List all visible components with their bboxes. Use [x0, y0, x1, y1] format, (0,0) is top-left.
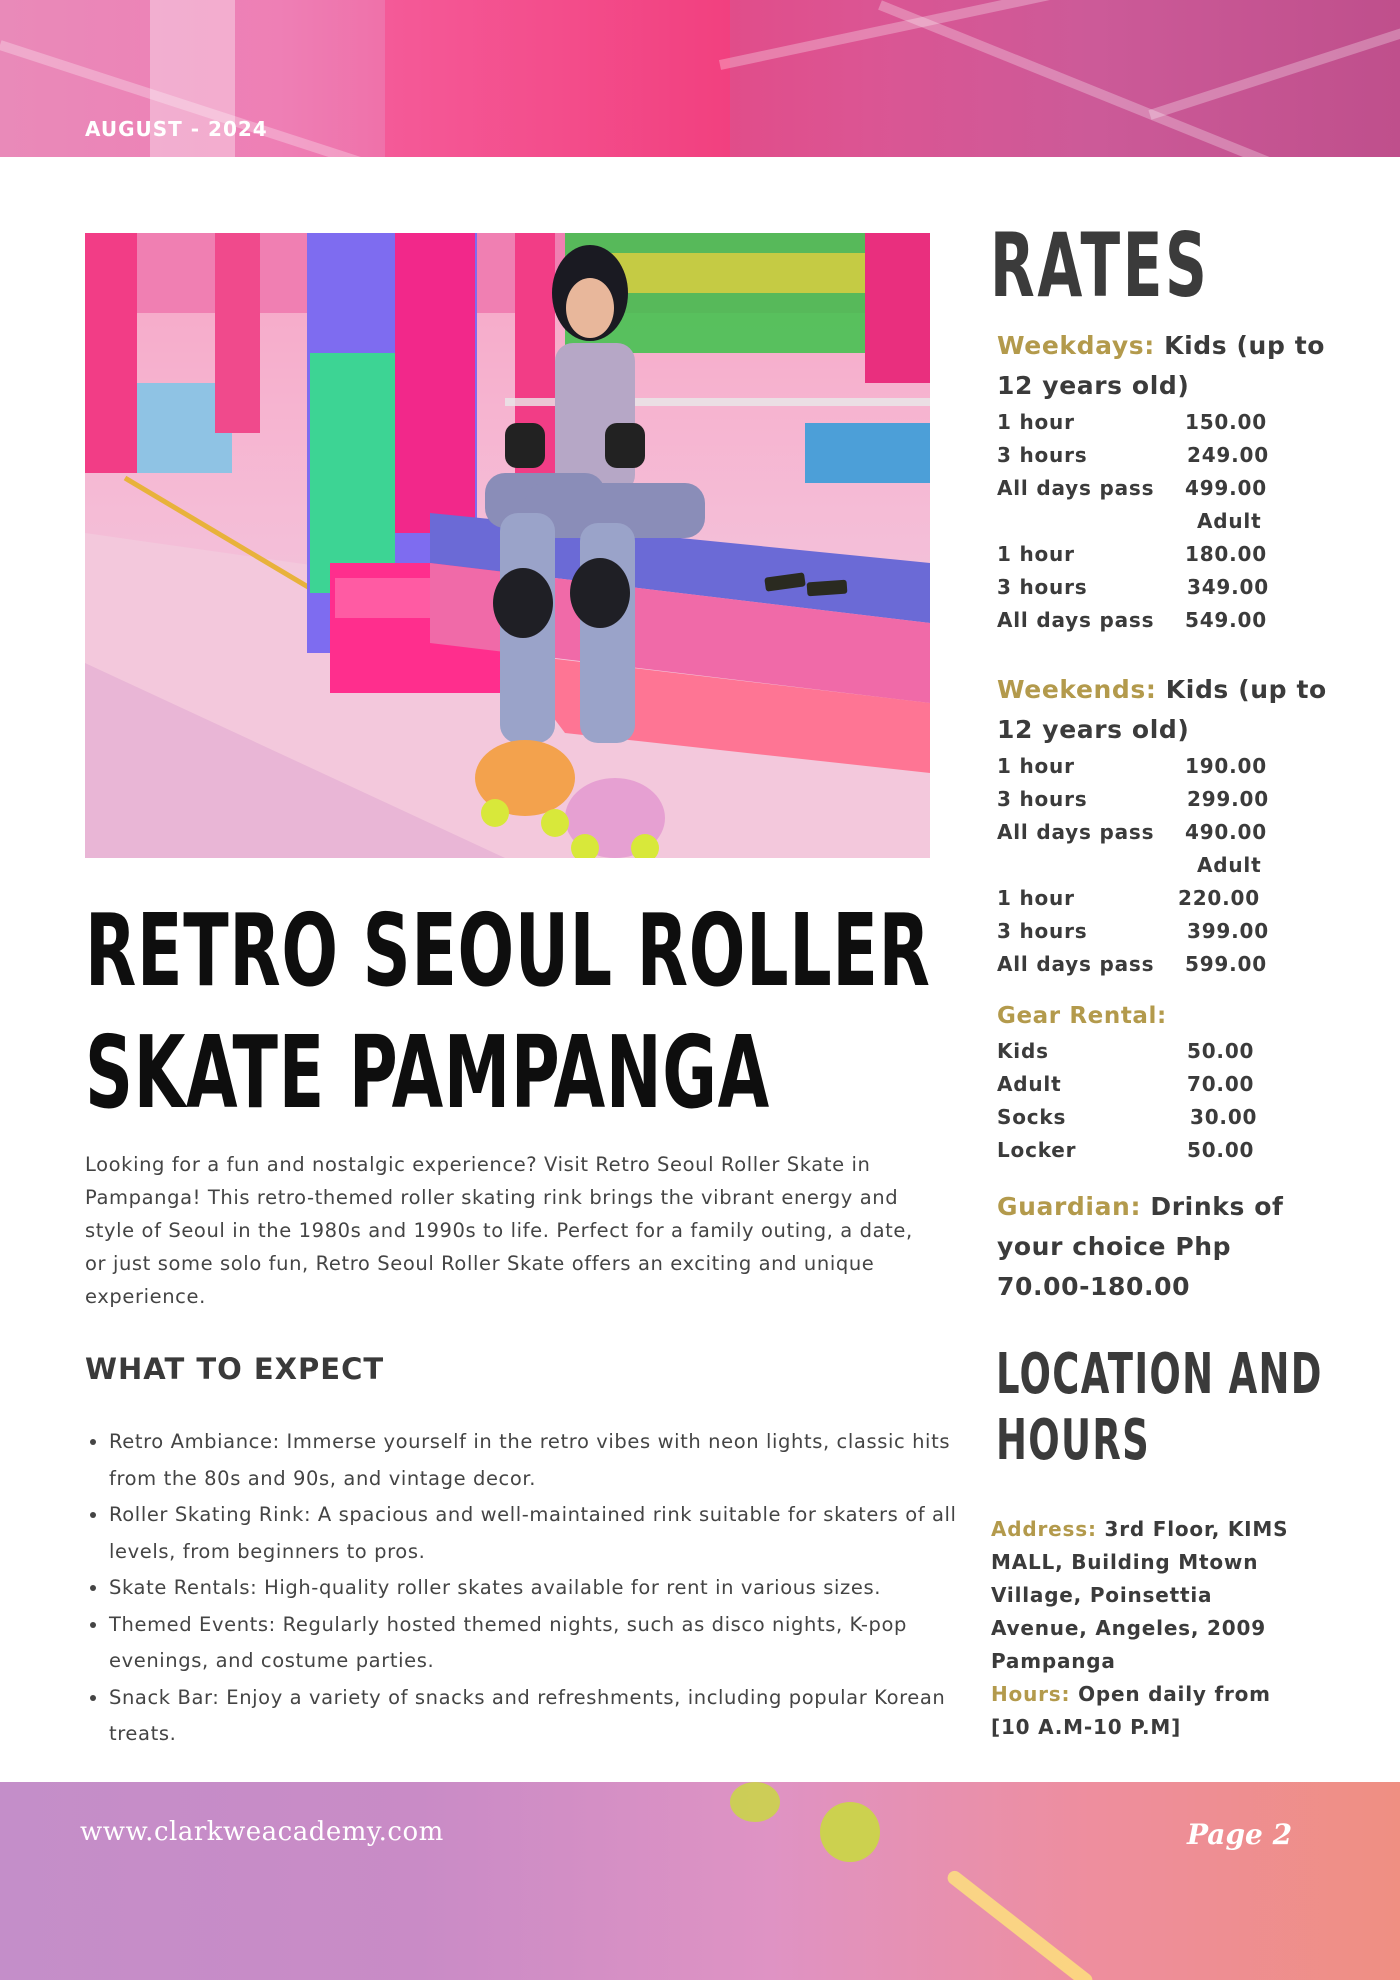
rate-label: Locker [997, 1138, 1077, 1162]
rate-label: 3 hours [997, 919, 1088, 943]
rate-label: All days pass [997, 476, 1155, 500]
hours-text: Open daily from [10 A.M-10 P.M] [991, 1682, 1271, 1739]
title-line-2: SKATE PAMPANGA [85, 1014, 770, 1131]
banner-beam [1148, 18, 1400, 120]
weekdays-title [997, 326, 1357, 406]
rate-price: 249.00 [1187, 443, 1269, 467]
gear-rental [997, 997, 1357, 1167]
list-item: • Skate Rentals: High-quality roller skates available for rent in various sizes. [109, 1570, 959, 1607]
rate-row [997, 750, 1357, 783]
rate-label: 1 hour [997, 754, 1075, 778]
rate-label: 1 hour [997, 886, 1075, 910]
rate-price: 549.00 [1185, 608, 1267, 632]
weekdays-kids-title: Kids (up to 12 years old) [997, 331, 1326, 400]
rate-label: 1 hour [997, 410, 1075, 434]
guardian-info [997, 1187, 1307, 1307]
rate-row [997, 1068, 1357, 1101]
rate-price: 499.00 [1185, 476, 1267, 500]
rate-row [997, 1134, 1357, 1167]
address-label: Address: [991, 1517, 1097, 1541]
weekends-rates [997, 670, 1357, 981]
page-title [85, 890, 943, 1134]
rate-price: 490.00 [1185, 820, 1267, 844]
weekdays-rates [997, 326, 1357, 637]
rate-label: 3 hours [997, 443, 1088, 467]
rate-row [997, 571, 1357, 604]
footer-light-streak [820, 1802, 880, 1862]
rate-label: All days pass [997, 608, 1155, 632]
what-to-expect-list [85, 1424, 959, 1753]
footer-light-streak [730, 1782, 780, 1822]
rate-row [997, 915, 1357, 948]
rate-label: All days pass [997, 952, 1155, 976]
weekdays-label: Weekdays: [997, 331, 1155, 360]
page-number: Page 2 [1187, 1818, 1293, 1851]
rate-label: All days pass [997, 820, 1155, 844]
rate-label: Socks [997, 1105, 1067, 1129]
rate-price: 220.00 [1178, 886, 1260, 910]
rate-row [997, 816, 1357, 849]
rate-row [997, 849, 1357, 882]
rate-row [997, 505, 1357, 538]
rate-price: 30.00 [1190, 1105, 1258, 1129]
list-item: • Themed Events: Regularly hosted themed nights, such as disco nights, K-pop evenings, and costume parties. [109, 1607, 959, 1680]
header-date: AUGUST - 2024 [85, 117, 268, 141]
rate-price: 190.00 [1185, 754, 1267, 778]
rate-row [997, 406, 1357, 439]
rate-row [997, 1035, 1357, 1068]
rate-row [997, 538, 1357, 571]
guardian-label: Guardian: [997, 1192, 1142, 1221]
rate-row [997, 882, 1357, 915]
roller-rink-photo [85, 233, 930, 858]
guardian-text [997, 1187, 1307, 1307]
banner-pillar [385, 0, 730, 157]
rate-row [997, 604, 1357, 637]
title-line-1: RETRO SEOUL ROLLER [85, 892, 931, 1009]
header-banner [0, 0, 1400, 157]
list-item: • Snack Bar: Enjoy a variety of snacks and refreshments, including popular Korean treats. [109, 1680, 959, 1753]
rate-price: 50.00 [1187, 1039, 1255, 1063]
location-heading-line-2: HOURS [996, 1408, 1151, 1473]
rate-label: Adult [997, 1072, 1062, 1096]
rate-label: 3 hours [997, 575, 1088, 599]
weekends-label: Weekends: [997, 675, 1157, 704]
photo-illustration [85, 233, 930, 858]
intro-paragraph: Looking for a fun and nostalgic experience? Visit Retro Seoul Roller Skate in Pampanga! This retro-themed roller skating rink brings the vibrant energy and style of Seoul in the 1980s and 1990s to life. Perfect for a family outing, a date, or just some solo fun, Retro Seoul Roller Skate offers an exciting and unique experience. [85, 1153, 913, 1308]
banner-beam [719, 0, 1132, 70]
footer-light-streak [945, 1868, 1095, 1980]
footer-banner [0, 1782, 1400, 1980]
rate-price: 299.00 [1187, 787, 1269, 811]
list-item: • Retro Ambiance: Immerse yourself in the retro vibes with neon lights, classic hits from the 80s and 90s, and vintage decor. [109, 1424, 959, 1497]
rate-price: 399.00 [1187, 919, 1269, 943]
rate-price: 180.00 [1185, 542, 1267, 566]
guardian-description: Drinks of your choice Php 70.00-180.00 [997, 1192, 1284, 1301]
rate-price: 50.00 [1187, 1138, 1255, 1162]
rate-price: 150.00 [1185, 410, 1267, 434]
rate-price: 599.00 [1185, 952, 1267, 976]
rate-label: 3 hours [997, 787, 1088, 811]
weekends-title [997, 670, 1357, 750]
hours-label: Hours: [991, 1682, 1071, 1706]
address-block [991, 1513, 1291, 1744]
rate-label: 1 hour [997, 542, 1075, 566]
rate-row [997, 439, 1357, 472]
adult-subtitle: Adult [1197, 509, 1262, 533]
rate-price: 349.00 [1187, 575, 1269, 599]
weekends-kids-title: Kids (up to 12 years old) [997, 675, 1327, 744]
list-item: • Roller Skating Rink: A spacious and well-maintained rink suitable for skaters of all levels, from beginners to pros. [109, 1497, 959, 1570]
adult-subtitle: Adult [1197, 853, 1262, 877]
rate-label: Kids [997, 1039, 1049, 1063]
location-hours-heading [996, 1342, 1323, 1474]
rate-row [997, 948, 1357, 981]
rate-row [997, 472, 1357, 505]
address-text: 3rd Floor, KIMS MALL, Building Mtown Village, Poinsettia Avenue, Angeles, 2009 Pampanga [991, 1517, 1289, 1673]
gear-rental-label: Gear Rental: [997, 1003, 1167, 1029]
rates-heading: RATES [990, 214, 1210, 317]
rate-row [997, 783, 1357, 816]
rate-row [997, 1101, 1357, 1134]
footer-website-link[interactable]: www.clarkweacademy.com [80, 1817, 444, 1847]
what-to-expect-heading: WHAT TO EXPECT [85, 1352, 385, 1386]
rate-price: 70.00 [1187, 1072, 1255, 1096]
location-heading-line-1: LOCATION AND [996, 1342, 1323, 1407]
